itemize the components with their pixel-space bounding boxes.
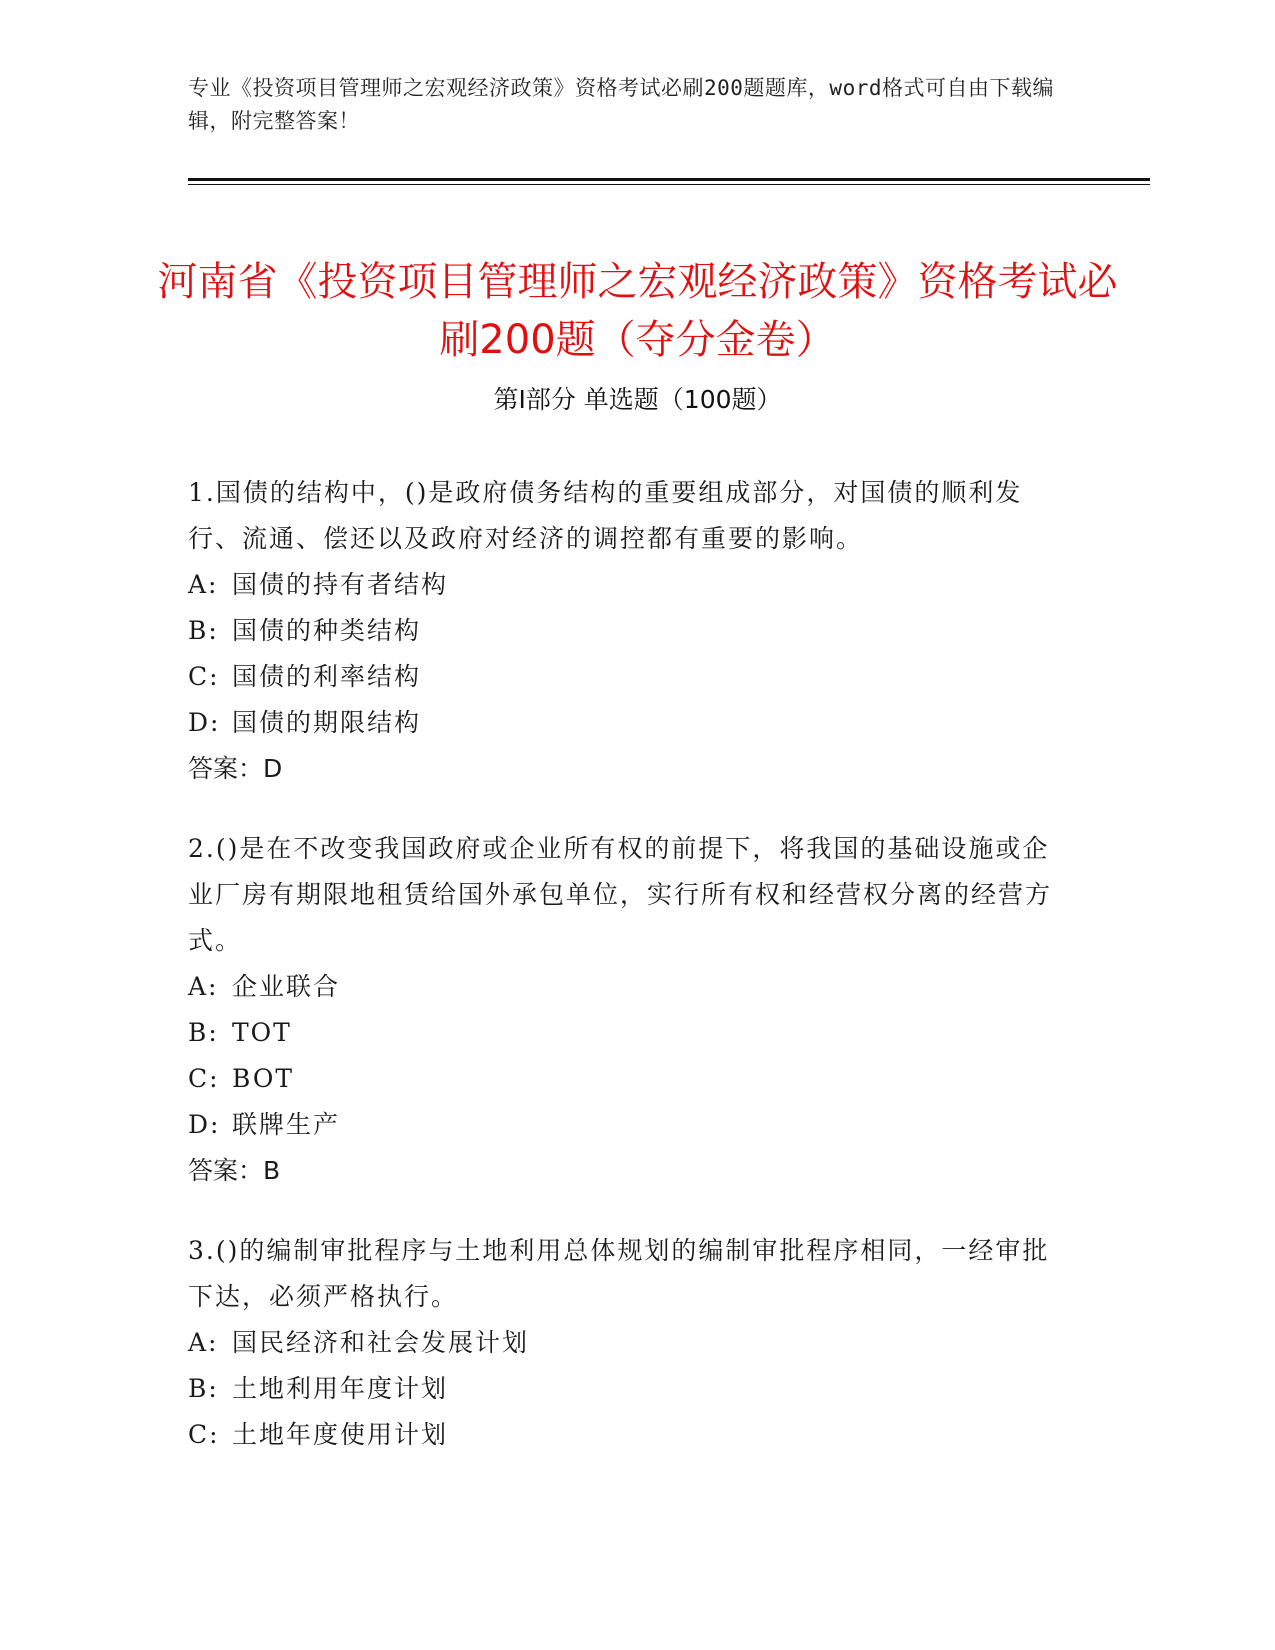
- option-a: [188, 964, 1068, 1010]
- question-3: [188, 1228, 1068, 1458]
- option-text: 土地利用年度计划: [232, 1374, 449, 1403]
- option-key: B:: [188, 1374, 219, 1403]
- option-d: [188, 1102, 1068, 1148]
- document-title: 河南省《投资项目管理师之宏观经济政策》资格考试必刷200题（夺分金卷）: [157, 258, 1118, 363]
- option-text: 联牌生产: [232, 1110, 341, 1139]
- section-heading: 第Ⅰ部分 单选题（100题）: [493, 385, 782, 414]
- option-text: 国债的利率结构: [232, 662, 422, 691]
- option-c: [188, 654, 1068, 700]
- answer: 答案：B: [188, 1156, 281, 1185]
- header-divider-thin: [188, 184, 1150, 185]
- option-text: 企业联合: [232, 972, 341, 1001]
- question-list: [188, 470, 1068, 1492]
- option-d: [188, 700, 1068, 746]
- option-key: D:: [188, 708, 221, 737]
- option-key: D:: [188, 1110, 221, 1139]
- option-c: [188, 1056, 1068, 1102]
- option-b: [188, 608, 1068, 654]
- option-text: BOT: [232, 1064, 295, 1093]
- option-text: TOT: [232, 1018, 292, 1047]
- option-text: 国民经济和社会发展计划: [232, 1328, 530, 1357]
- option-text: 国债的种类结构: [232, 616, 422, 645]
- question-1: [188, 470, 1068, 792]
- option-key: A:: [188, 570, 219, 599]
- option-a: [188, 562, 1068, 608]
- option-b: [188, 1366, 1068, 1412]
- option-key: B:: [188, 616, 219, 645]
- question-stem: 3.()的编制审批程序与土地利用总体规划的编制审批程序相同，一经审批下达，必须严格执行。: [188, 1236, 1050, 1311]
- option-b: [188, 1010, 1068, 1056]
- question-stem: 2.()是在不改变我国政府或企业所有权的前提下，将我国的基础设施或企业厂房有期限地租赁给国外承包单位，实行所有权和经营权分离的经营方式。: [188, 834, 1053, 955]
- option-key: B:: [188, 1018, 219, 1047]
- question-2: [188, 826, 1068, 1194]
- option-key: C:: [188, 1420, 220, 1449]
- option-text: 土地年度使用计划: [232, 1420, 449, 1449]
- option-key: A:: [188, 1328, 219, 1357]
- option-key: A:: [188, 972, 219, 1001]
- question-stem: 1.国债的结构中，()是政府债务结构的重要组成部分，对国债的顺利发行、流通、偿还以及政府对经济的调控都有重要的影响。: [188, 478, 1023, 553]
- answer: 答案：D: [188, 754, 283, 783]
- option-text: 国债的持有者结构: [232, 570, 449, 599]
- header-divider-thick: [188, 178, 1150, 181]
- option-a: [188, 1320, 1068, 1366]
- option-key: C:: [188, 1064, 220, 1093]
- option-text: 国债的期限结构: [232, 708, 422, 737]
- option-c: [188, 1412, 1068, 1458]
- header-note: 专业《投资项目管理师之宏观经济政策》资格考试必刷200题题库，word格式可自由下载编辑，附完整答案！: [188, 76, 1054, 133]
- option-key: C:: [188, 662, 220, 691]
